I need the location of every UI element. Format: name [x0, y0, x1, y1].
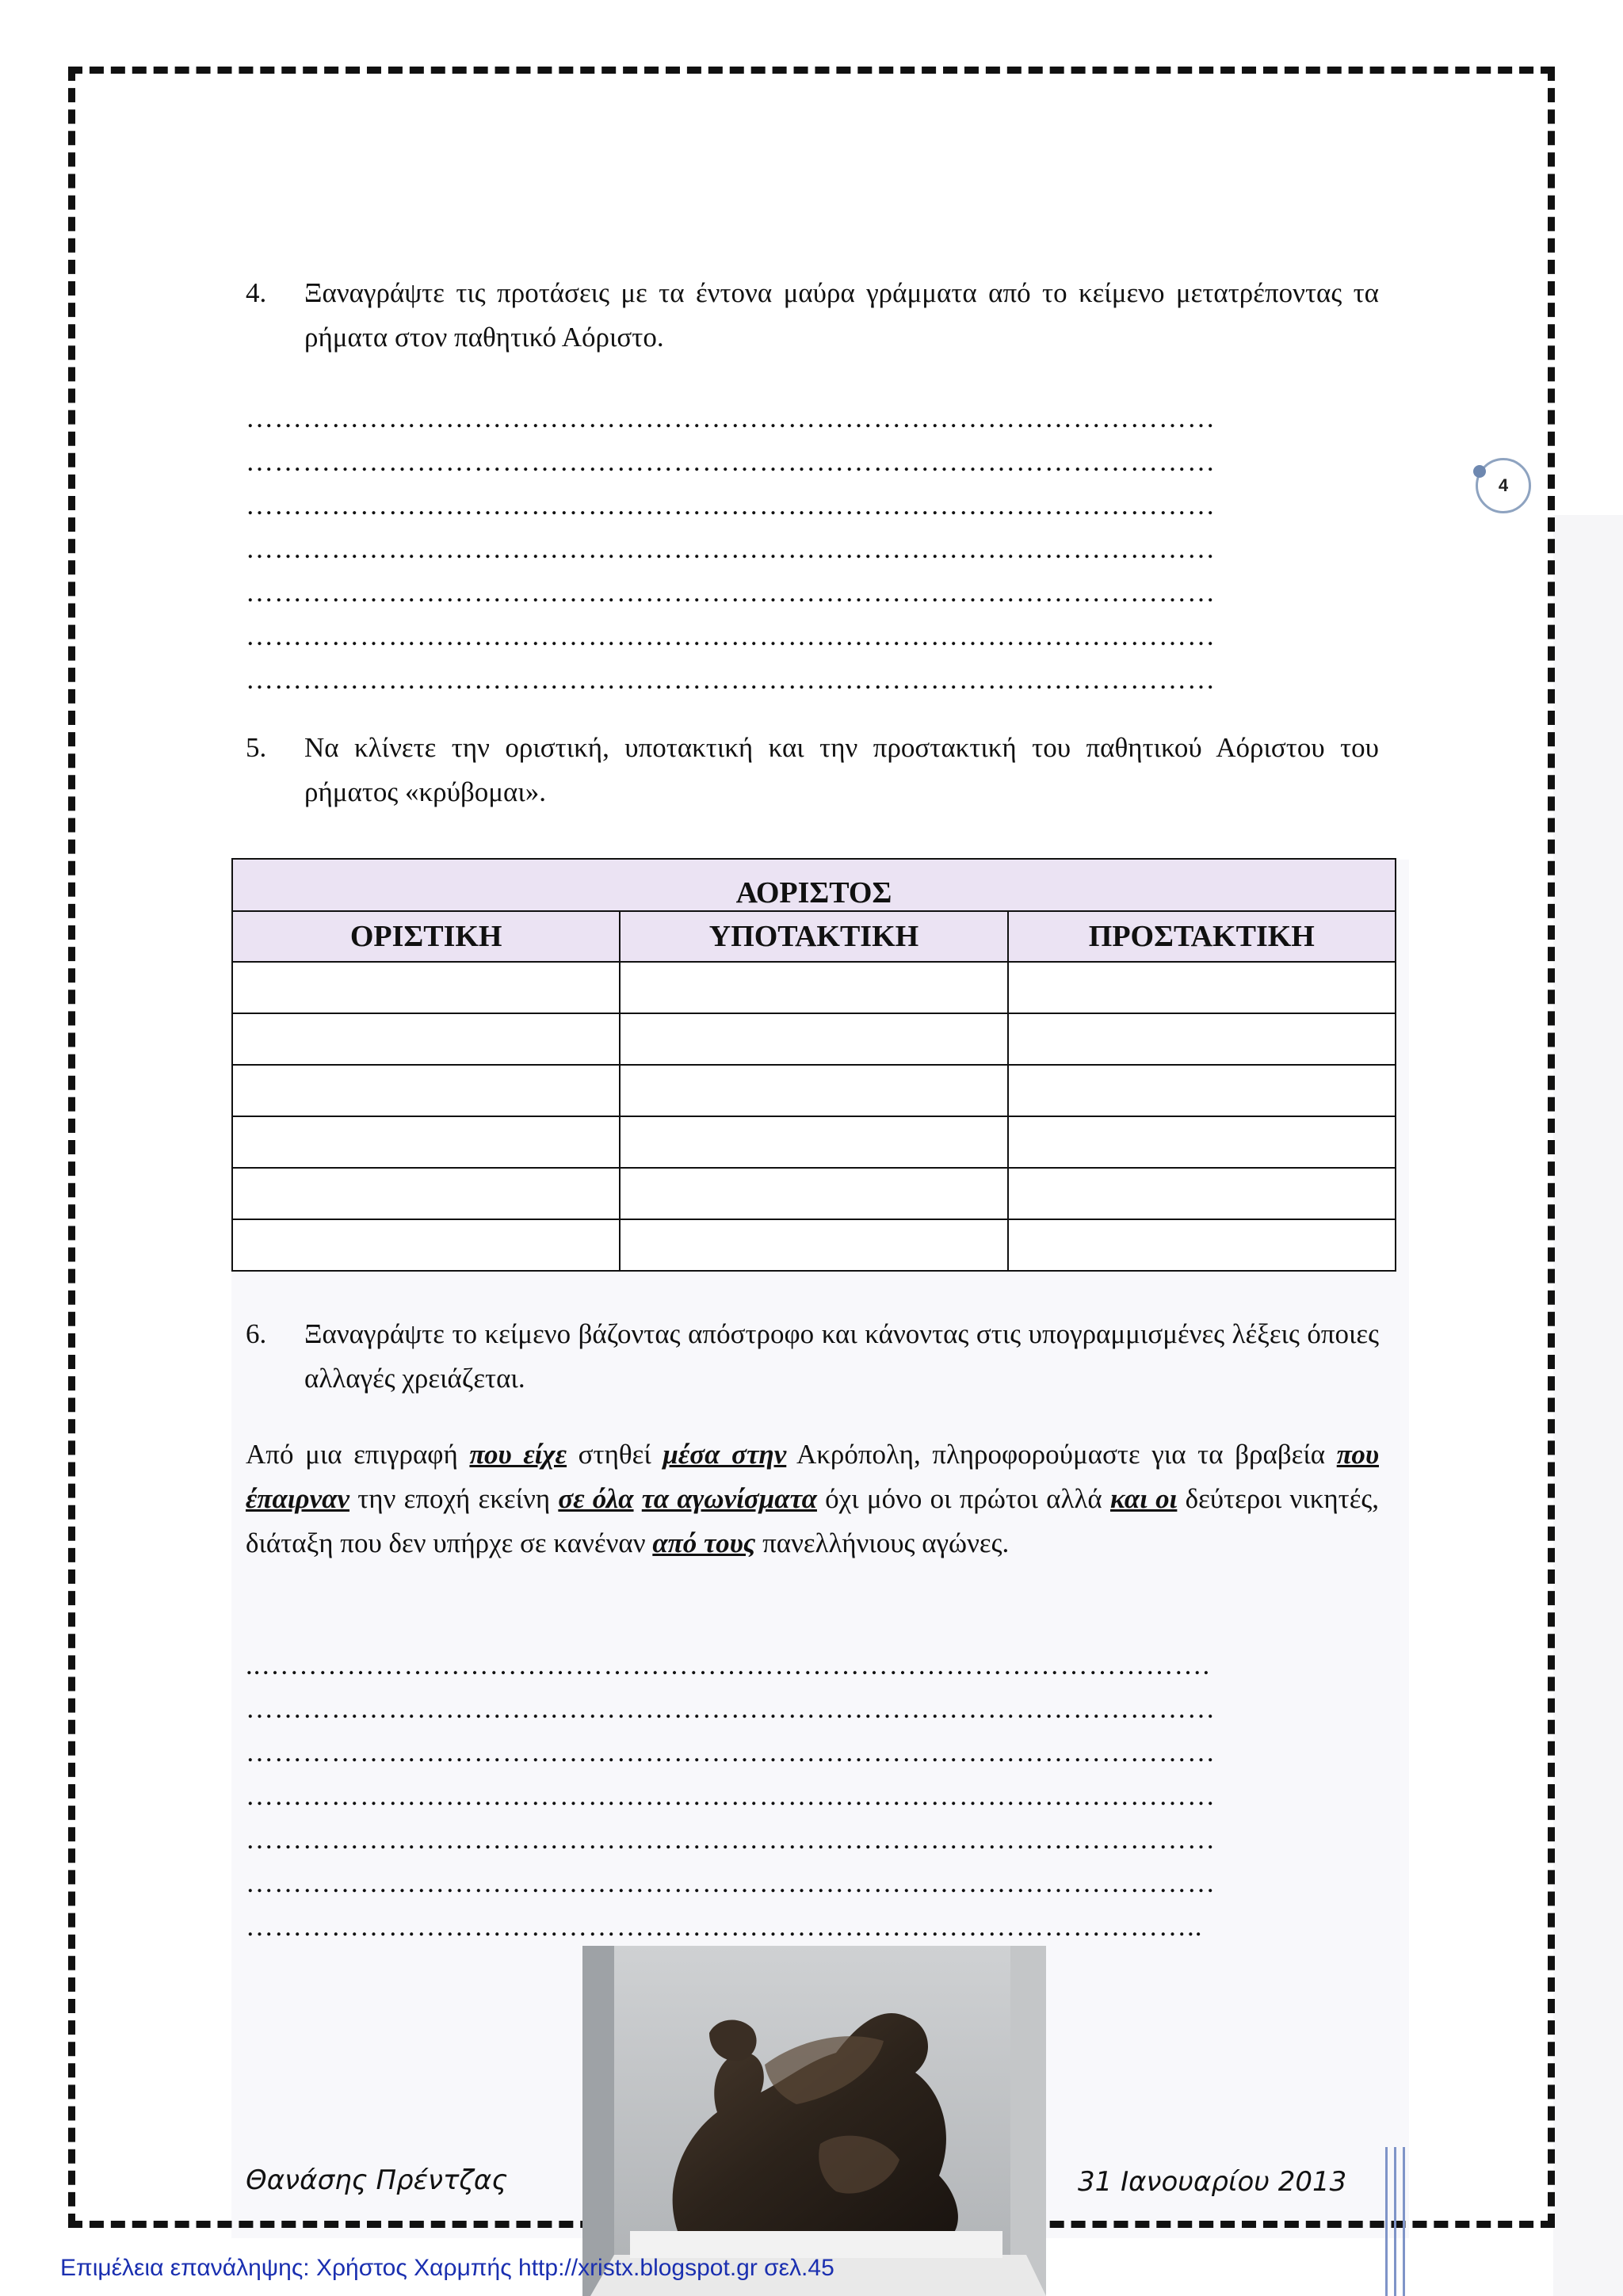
- question-number: 4.: [246, 277, 267, 308]
- underlined-phrase: που είχε: [469, 1439, 567, 1470]
- passage-text: Ακρόπολη, πληροφορούμαστε για τα βραβεία: [786, 1439, 1337, 1470]
- answer-line[interactable]: …………………………………………………………………………………………: [246, 664, 1216, 695]
- question-text: Ξαναγράψτε το κείμενο βάζοντας απόστροφο και κάνοντας στις υπογραμμισμένες λέξεις όποιες αλλαγές χρειάζεται.: [304, 1318, 1379, 1394]
- answer-line[interactable]: …………………………………………………………………………………………: [246, 1693, 1216, 1724]
- table-row: [232, 1013, 1396, 1065]
- underlined-phrase: τα αγωνίσματα: [641, 1483, 817, 1514]
- passage-text: στηθεί: [567, 1439, 663, 1470]
- answer-line[interactable]: …………………………………………………………………………………………: [246, 1867, 1216, 1898]
- page-number-badge: [1476, 458, 1531, 513]
- answer-line[interactable]: ..……………………………………………………………………………………….: [246, 1650, 1211, 1680]
- underlined-phrase: από τους: [652, 1527, 756, 1558]
- table-cell[interactable]: [232, 1065, 620, 1116]
- footer-credit: Επιμέλεια επανάληψης: Χρήστος Χαρμπής http://xristx.blogspot.gr σελ.45: [60, 2255, 834, 2281]
- table-cell[interactable]: [1008, 1168, 1396, 1219]
- answer-line[interactable]: …………………………………………………………………………………………: [246, 620, 1216, 651]
- question-6: [246, 1312, 1379, 1401]
- table-cell[interactable]: [232, 1116, 620, 1168]
- column-header: ΥΠΟΤΑΚΤΙΚΗ: [620, 911, 1007, 962]
- table-cell[interactable]: [232, 962, 620, 1013]
- table-cell[interactable]: [1008, 1013, 1396, 1065]
- answer-line[interactable]: ………………………………………………………………………………………..: [246, 1911, 1203, 1942]
- right-margin-shading: [1553, 515, 1623, 2296]
- table-cell[interactable]: [1008, 962, 1396, 1013]
- question-text: Να κλίνετε την οριστική, υποτακτική και την προστακτική του παθητικού Αόριστου του ρήματος «κρύβομαι».: [304, 732, 1379, 807]
- passage-text: Από μια επιγραφή: [246, 1439, 470, 1470]
- table-row: [232, 1219, 1396, 1271]
- table-cell[interactable]: [620, 1116, 1007, 1168]
- answer-line[interactable]: …………………………………………………………………………………………: [246, 1737, 1216, 1768]
- answer-line[interactable]: …………………………………………………………………………………………: [246, 1824, 1216, 1855]
- table-cell[interactable]: [1008, 1065, 1396, 1116]
- passage-text: δεύτεροι νικητές, διάταξη που δεν υπήρχε σε κανέναν: [246, 1483, 1380, 1558]
- column-header: ΟΡΙΣΤΙΚΗ: [232, 911, 620, 962]
- table-row: [232, 1116, 1396, 1168]
- table-row: [232, 1168, 1396, 1219]
- date: 31 Ιανουαρίου 2013: [1078, 2166, 1347, 2198]
- page-number: 4: [1498, 475, 1509, 495]
- author-name: Θανάσης Πρέντζας: [246, 2164, 508, 2196]
- table-cell[interactable]: [620, 1065, 1007, 1116]
- table-cell[interactable]: [620, 1219, 1007, 1271]
- table-cell[interactable]: [232, 1219, 620, 1271]
- answer-line[interactable]: …………………………………………………………………………………………: [246, 533, 1216, 564]
- underlined-phrase: σε όλα: [558, 1483, 634, 1514]
- table-cell[interactable]: [620, 1168, 1007, 1219]
- table-cell[interactable]: [1008, 1116, 1396, 1168]
- answer-line[interactable]: …………………………………………………………………………………………: [246, 446, 1216, 477]
- table-cell[interactable]: [232, 1168, 620, 1219]
- aorist-table: [231, 858, 1396, 1272]
- passage-text: [634, 1483, 642, 1514]
- passage-text: την εποχή εκείνη: [349, 1483, 559, 1514]
- answer-line[interactable]: …………………………………………………………………………………………: [246, 490, 1216, 521]
- underlined-phrase: που έπαιρναν: [246, 1439, 1379, 1514]
- table-cell[interactable]: [620, 1013, 1007, 1065]
- question-text: Ξαναγράψτε τις προτάσεις με τα έντονα μαύρα γράμματα από το κείμενο μετατρέποντας τα ρήματα στον παθητικό Αόριστο.: [304, 277, 1379, 353]
- badge-dot-icon: [1473, 465, 1486, 478]
- passage-text: όχι μόνο οι πρώτοι αλλά: [816, 1483, 1110, 1514]
- table-cell[interactable]: [232, 1013, 620, 1065]
- passage: [246, 1432, 1379, 1566]
- table-cell[interactable]: [1008, 1219, 1396, 1271]
- answer-line[interactable]: …………………………………………………………………………………………: [246, 577, 1216, 608]
- question-number: 5.: [246, 732, 267, 763]
- answer-line[interactable]: …………………………………………………………………………………………: [246, 402, 1216, 433]
- table-row: [232, 962, 1396, 1013]
- question-4: [246, 271, 1379, 360]
- answer-line[interactable]: …………………………………………………………………………………………: [246, 1780, 1216, 1811]
- passage-text: πανελλήνιους αγώνες.: [755, 1527, 1010, 1558]
- underlined-phrase: μέσα στην: [663, 1439, 787, 1470]
- question-5: [246, 726, 1379, 814]
- table-title: ΑΟΡΙΣΤΟΣ: [232, 859, 1396, 911]
- column-header: ΠΡΟΣΤΑΚΤΙΚΗ: [1008, 911, 1396, 962]
- table-cell[interactable]: [620, 962, 1007, 1013]
- underlined-phrase: και οι: [1109, 1483, 1178, 1514]
- table-row: [232, 1065, 1396, 1116]
- wrestlers-statue-image: [582, 1946, 1046, 2296]
- question-number: 6.: [246, 1318, 267, 1349]
